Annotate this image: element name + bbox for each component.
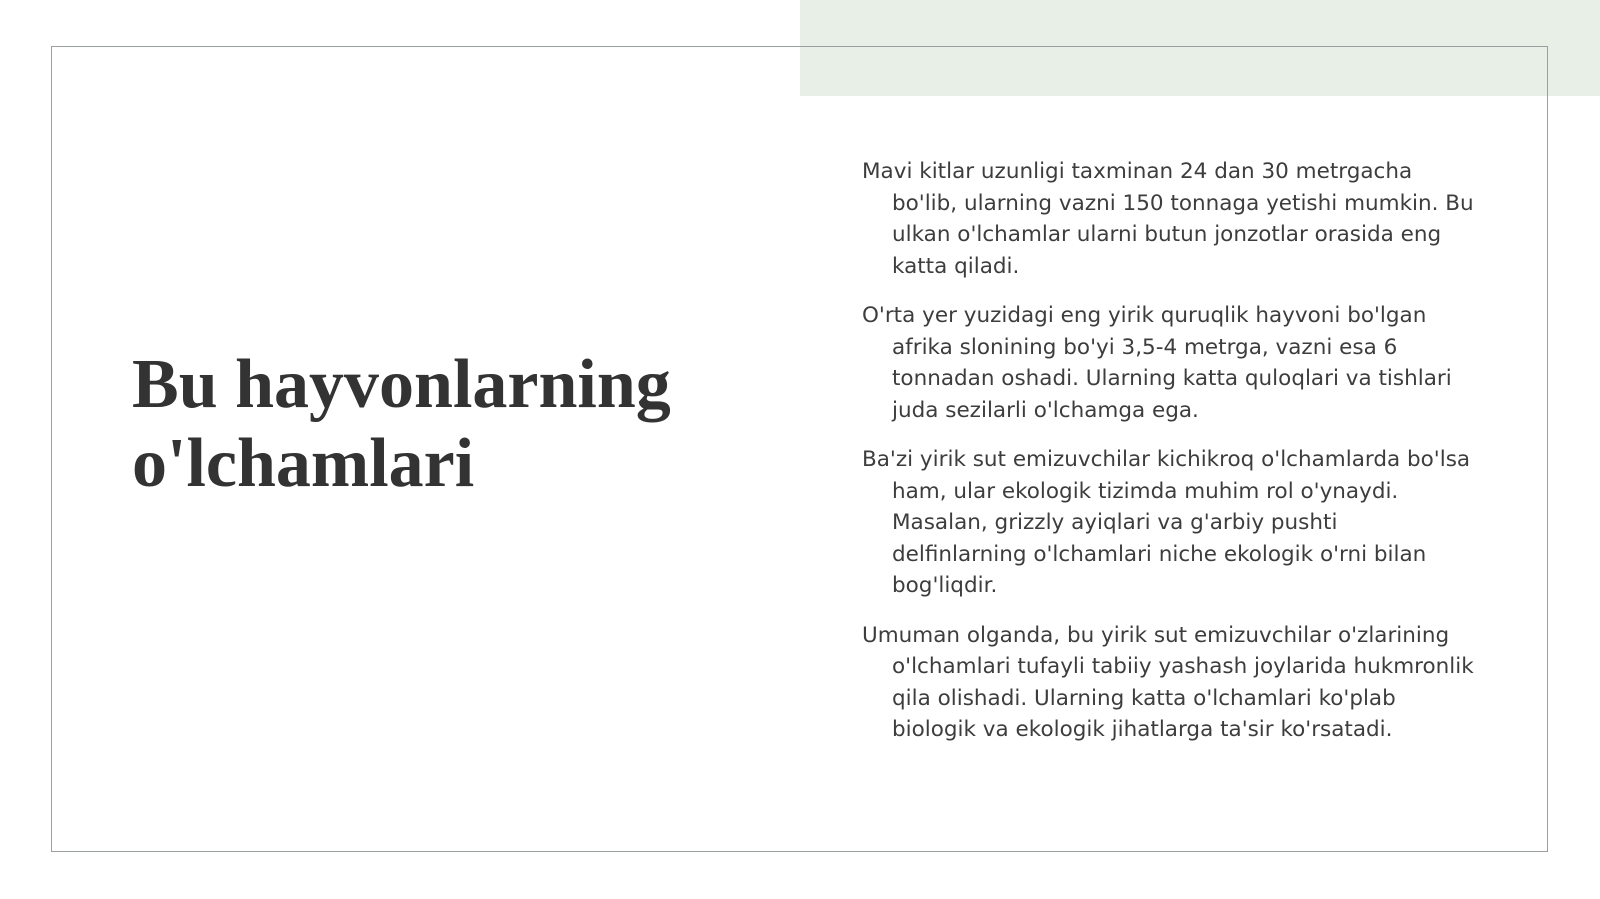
- paragraph-african-elephant: O'rta yer yuzidagi eng yirik quruqlik hayvoni bo'lgan afrika slonining bo'yi 3,5-4 metrga, vazni esa 6 tonnadan oshadi. Ularning katta quloqlari va tishlari juda sezilarli o'lchamga ega.: [862, 303, 1452, 423]
- slide-title: Bu hayvonlarning o'lchamlari: [132, 346, 671, 502]
- paragraph-blue-whales: Mavi kitlar uzunligi taxminan 24 dan 30 metrgacha bo'lib, ularning vazni 150 tonnaga yetishi mumkin. Bu ulkan o'lchamlar ularni butun jonzotlar orasida eng katta qiladi.: [862, 159, 1474, 279]
- paragraph-conclusion: Umuman olganda, bu yirik sut emizuvchilar o'zlarining o'lchamlari tufayli tabiiy yashash joylarida hukmronlik qila olishadi. Ularning katta o'lchamlari ko'plab biologik va ekologik jihatlarga ta'sir ko'rsatadi.: [862, 622, 1474, 742]
- body-text: [862, 156, 1474, 764]
- paragraph-smaller-mammals: Ba'zi yirik sut emizuvchilar kichikroq o'lchamlarda bo'lsa ham, ular ekologik tizimda muhim rol o'ynaydi. Masalan, grizzly ayiqlari va g'arbiy pushti delfinlarning o'lchamlari niche ekologik o'rni bilan bog'liqdir.: [862, 447, 1471, 598]
